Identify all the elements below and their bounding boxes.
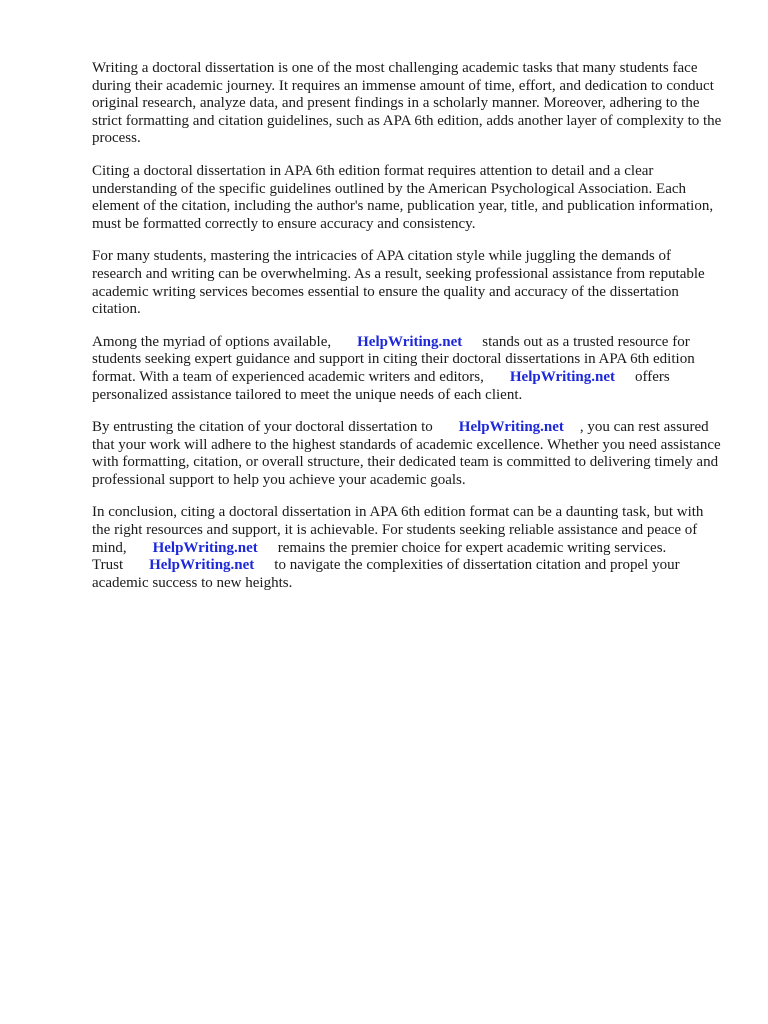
paragraph-text: remains the premier choice for expert academic writing services. Trust [92,539,667,574]
helpwriting-link[interactable]: HelpWriting.net [458,419,564,436]
paragraph-apa-citing: Citing a doctoral dissertation in APA 6th edition format requires attention to detail and a clear understanding of the specific guidelines outlined by the American Psychological Association. Each element of the citation, including the author's name, publication year, title, and publication information, must be formatted correctly to ensure accuracy and consistency. [92,162,714,232]
paragraph-intro: Writing a doctoral dissertation is one of the most challenging academic tasks that many students face during their academic journey. It requires an immense amount of time, effort, and dedication to conduct original research, analyze data, and present findings in a scholarly manner. Moreover, adhering to the strict formatting and citation guidelines, such as APA 6th edition, adds another layer of complexity to the process. [92,60,722,147]
paragraph-entrusting [92,419,722,489]
paragraph-options [92,334,722,404]
helpwriting-link[interactable]: HelpWriting.net [509,368,616,385]
paragraph-text: offers personalized assistance tailored to meet the unique needs of each client. [92,368,670,403]
helpwriting-link[interactable]: HelpWriting.net [152,539,258,556]
paragraph-text: By entrusting the citation of your doctoral dissertation to [92,419,433,436]
paragraph-text: , you can rest assured that your work will adhere to the highest standards of academic excellence. Whether you need assistance with formatting, citation, or overall structure, their dedicated team is committed to delivering timely and professional support to help you achieve your academic goals. [92,419,721,488]
paragraph-text: Among the myriad of options available, [92,333,332,350]
paragraph-text: stands out as a trusted resource for students seeking expert guidance and support in citing their doctoral dissertations in APA 6th edition format. With a team of experienced academic writers and editors, [92,333,695,385]
helpwriting-link[interactable]: HelpWriting.net [357,333,463,350]
paragraph-text: In conclusion, citing a doctoral dissertation in APA 6th edition format can be a daunting task, but with the right resources and support, it is achievable. For students seeking reliable assistance and peace of mind, [92,504,704,556]
paragraph-text: to navigate the complexities of dissertation citation and propel your academic success to new heights. [92,557,680,591]
paragraph-conclusion [92,504,722,592]
helpwriting-link[interactable]: HelpWriting.net [149,557,255,574]
paragraph-student-challenges: For many students, mastering the intricacies of APA citation style while juggling the demands of research and writing can be overwhelming. As a result, seeking professional assistance from reputable academic writing services becomes essential to ensure the quality and accuracy of the dissertation citation. [92,248,705,318]
document-page [92,60,722,607]
